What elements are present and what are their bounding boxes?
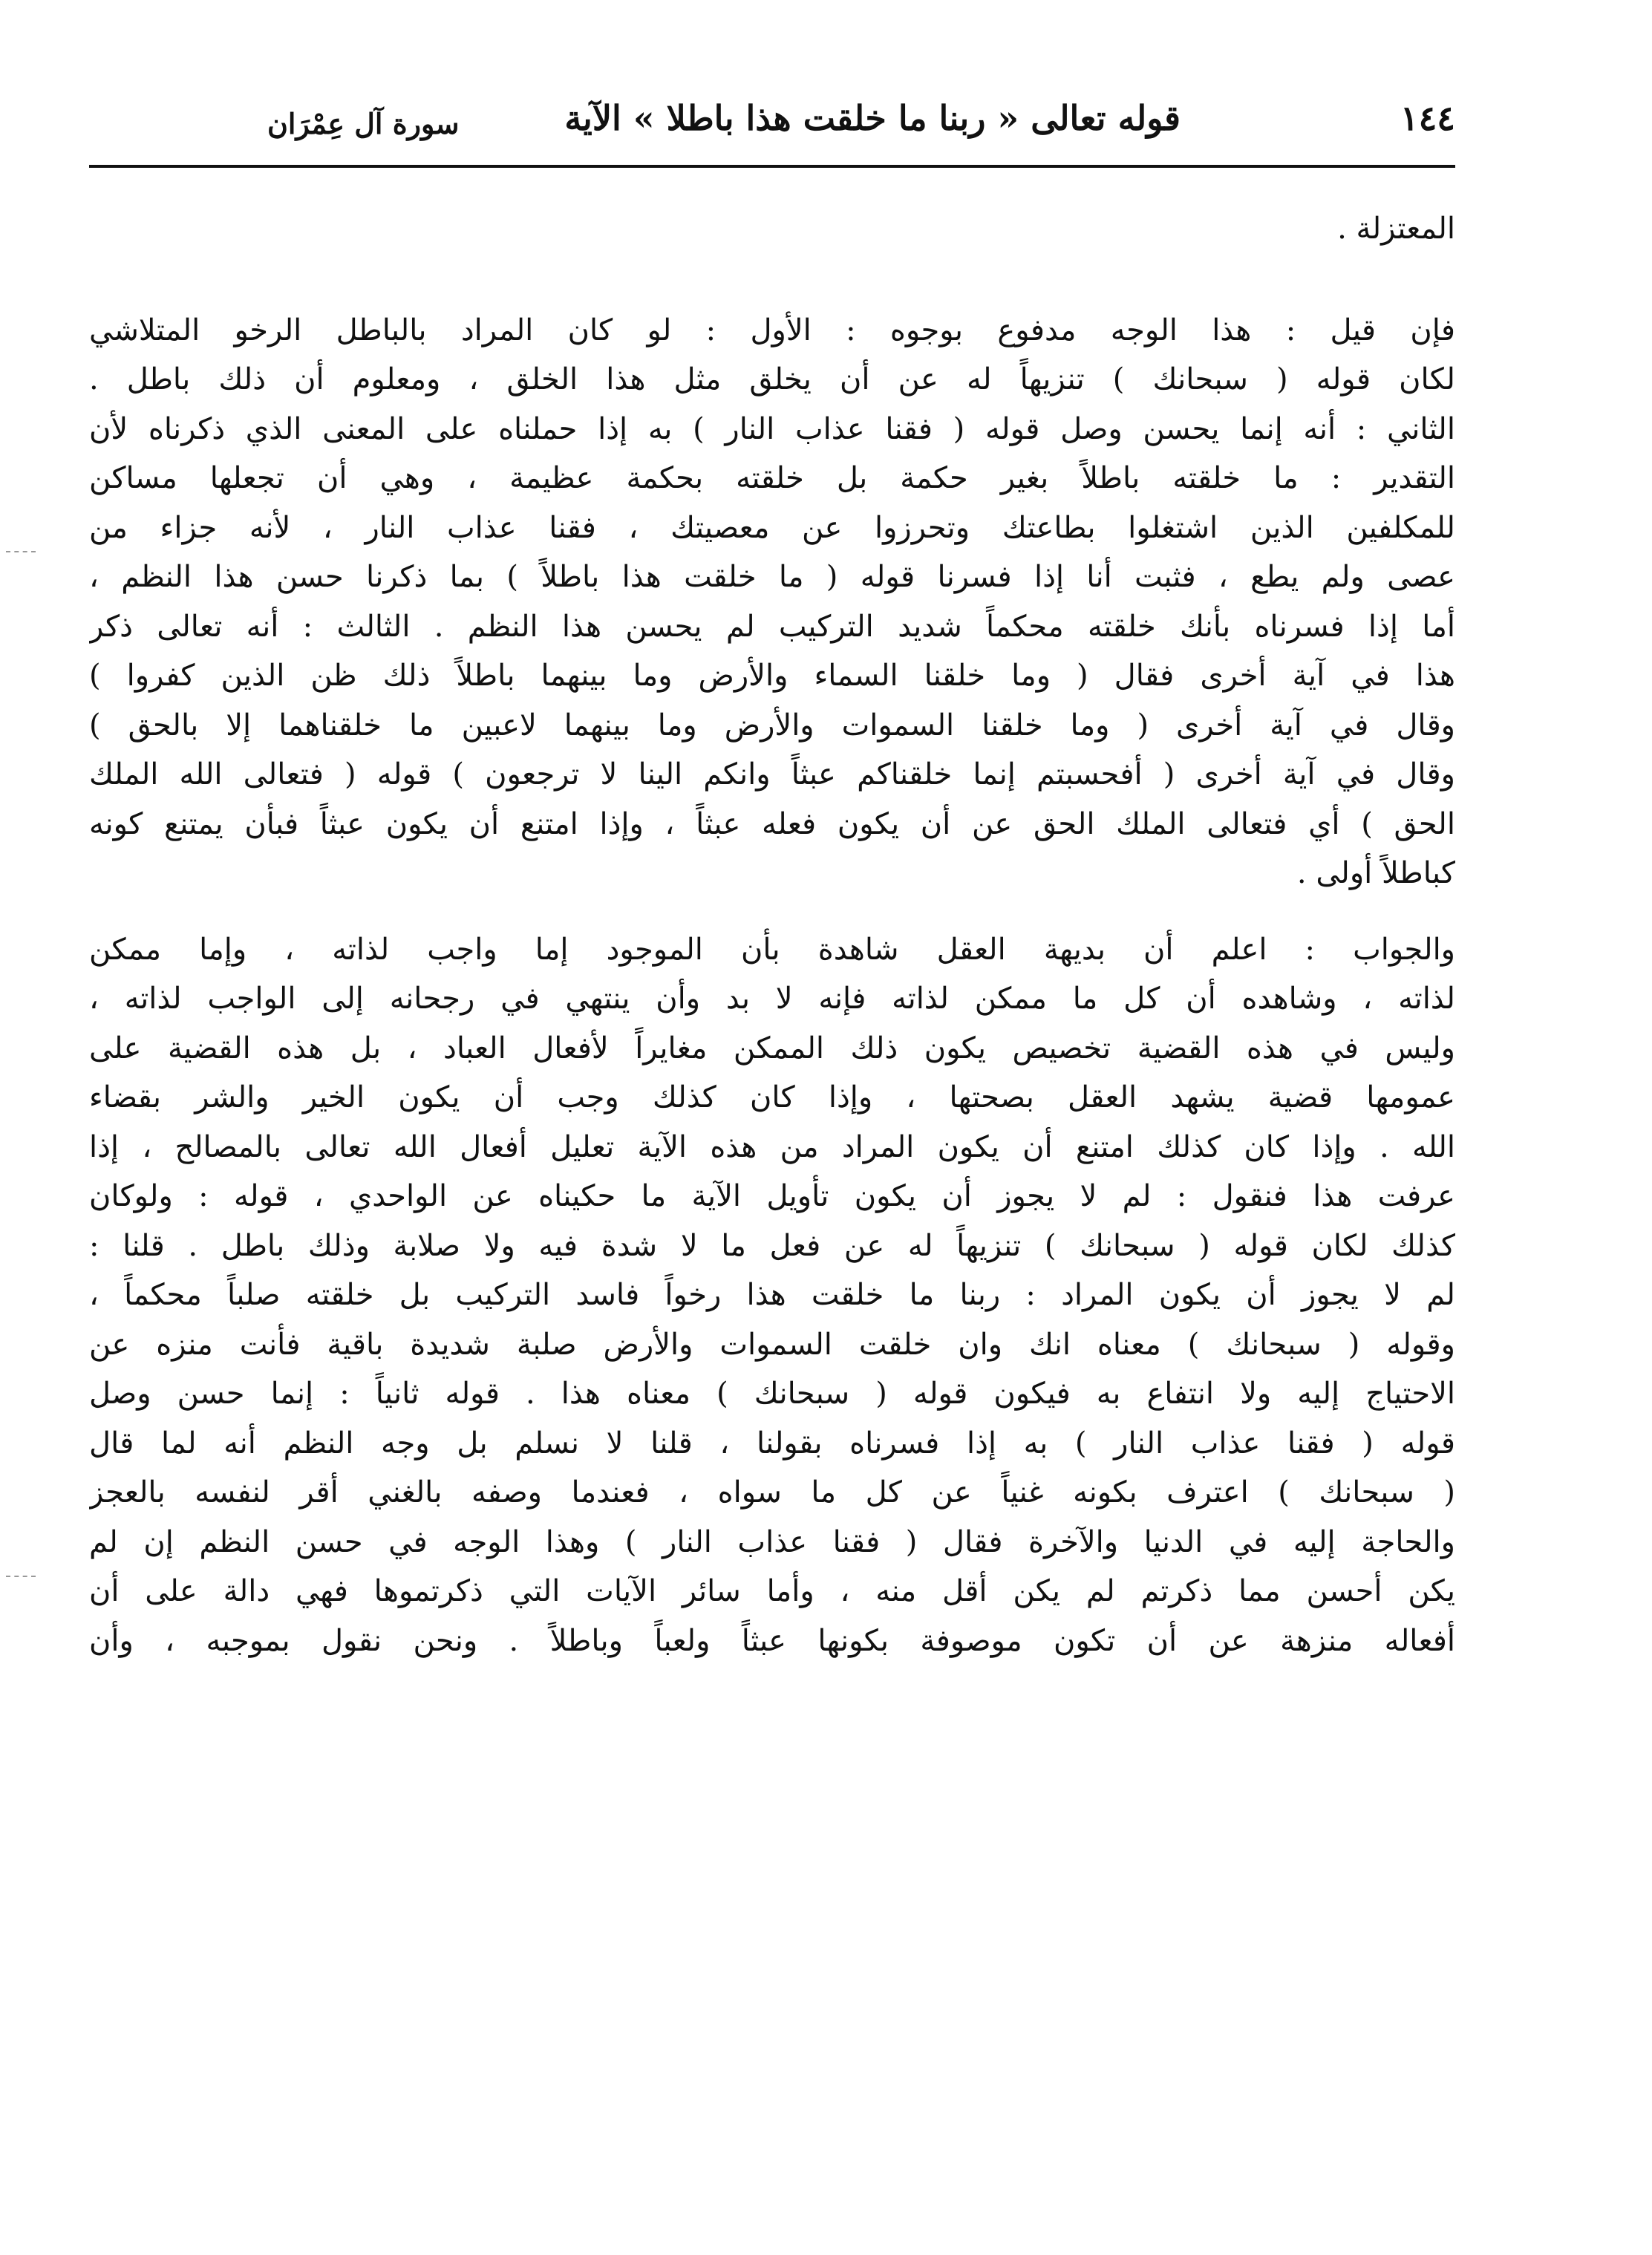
- paragraph-gap: [89, 254, 1455, 306]
- text-line: الاحتياج إليه ولا انتفاع به فيكون قوله ( سبحانك ) معناه هذا . قوله ثانياً : إنما حسن وصل: [89, 1377, 1455, 1411]
- paragraph: [89, 204, 1455, 254]
- body-text: [89, 204, 1455, 1665]
- text-line: عمومها قضية يشهد العقل بصحتها ، وإذا كان كذلك وجب أن يكون الخير والشر بقضاء: [89, 1080, 1455, 1115]
- text-line: ( سبحانك ) اعترف بكونه غنياً عن كل ما سواه ، فعندما وصفه بالغني أقر لنفسه بالعجز: [89, 1475, 1455, 1510]
- text-line: عرفت هذا فنقول : لم لا يجوز أن يكون تأويل الآية ما حكيناه عن الواحدي ، قوله : ولوكان: [89, 1179, 1455, 1213]
- margin-mark: [6, 1576, 36, 1577]
- paragraph: [89, 306, 1455, 898]
- text-line: هذا في آية أخرى فقال ( وما خلقنا السماء والأرض وما بينهما باطلاً ذلك ظن الذين كفروا ): [89, 659, 1455, 693]
- text-line: لذاته ، وشاهده أن كل ما ممكن لذاته فإنه لا بد وأن ينتهي في رجحانه إلى الواجب لذاته ،: [89, 982, 1455, 1016]
- text-line: والحاجة إليه في الدنيا والآخرة فقال ( فقنا عذاب النار ) وهذا الوجه في حسن النظم إن لم: [89, 1524, 1455, 1559]
- text-line: كباطلاً أولى .: [1296, 856, 1455, 890]
- paragraph-gap: [89, 898, 1455, 925]
- text-line: أفعاله منزهة عن أن تكون موصوفة بكونها عبثاً ولعباً وباطلاً . ونحن نقول بموجبه ، وأن: [89, 1623, 1455, 1658]
- text-line: الثاني : أنه إنما يحسن وصل قوله ( فقنا عذاب النار ) به إذا حملناه على المعنى الذي ذكرناه لأن: [89, 411, 1455, 446]
- text-line: لكان قوله ( سبحانك ) تنزيهاً له عن أن يخلق مثل هذا الخلق ، ومعلوم أن ذلك باطل .: [89, 362, 1455, 396]
- header-rule: [89, 165, 1455, 168]
- text-line: وليس في هذه القضية تخصيص يكون ذلك الممكن مغايراً لأفعال العباد ، بل هذه القضية على: [89, 1031, 1455, 1066]
- text-line: وقوله ( سبحانك ) معناه انك وان خلقت السموات والأرض صلبة شديدة باقية فأنت منزه عن: [89, 1327, 1455, 1362]
- text-line: التقدير : ما خلقته باطلاً بغير حكمة بل خلقته بحكمة عظيمة ، وهي أن تجعلها مساكن: [89, 461, 1455, 495]
- text-line: والجواب : اعلم أن بديهة العقل شاهدة بأن الموجود إما واجب لذاته ، وإما ممكن: [89, 932, 1455, 967]
- page-number: ١٤٤: [1400, 98, 1455, 138]
- paragraph: [89, 925, 1455, 1666]
- text-line: يكن أحسن مما ذكرتم لم يكن أقل منه ، وأما سائر الآيات التي ذكرتموها فهي دالة على أن: [89, 1574, 1455, 1608]
- text-line: كذلك لكان قوله ( سبحانك ) تنزيهاً له عن فعل ما لا شدة فيه ولا صلابة وذلك باطل . قلنا :: [89, 1228, 1455, 1263]
- running-title: قوله تعالى « ربنا ما خلقت هذا باطلا » الآية: [564, 98, 1181, 138]
- text-line: فإن قيل : هذا الوجه مدفوع بوجوه : الأول : لو كان المراد بالباطل الرخو المتلاشي: [89, 313, 1455, 347]
- text-line: وقال في آية أخرى ( وما خلقنا السموات والأرض وما بينهما لاعبين ما خلقناهما إلا بالحق ): [89, 708, 1455, 743]
- page-header: [89, 89, 1455, 163]
- text-line: لم لا يجوز أن يكون المراد : ربنا ما خلقت هذا رخواً فاسد التركيب بل خلقته صلباً محكماً ،: [89, 1278, 1455, 1312]
- text-line: قوله ( فقنا عذاب النار ) به إذا فسرناه بقولنا ، قلنا لا نسلم بل وجه النظم أنه لما قال: [89, 1426, 1455, 1461]
- text-line: عصى ولم يطع ، فثبت أنا إذا فسرنا قوله ( ما خلقت هذا باطلاً ) بما ذكرنا حسن هذا النظم ،: [89, 560, 1455, 594]
- text-line: الحق ) أي فتعالى الملك الحق عن أن يكون فعله عبثاً ، وإذا امتنع أن يكون عبثاً فبأن يمتنع كونه: [89, 806, 1455, 841]
- surah-name: سورة آل عِمْرَان: [267, 107, 460, 140]
- margin-mark: [6, 551, 36, 552]
- text-line: للمكلفين الذين اشتغلوا بطاعتك وتحرزوا عن معصيتك ، فقنا عذاب النار ، لأنه جزاء من: [89, 510, 1455, 545]
- text-line: الله . وإذا كان كذلك امتنع أن يكون المراد من هذه الآية تعليل أفعال الله تعالى بالمصالح ، إذا: [89, 1129, 1455, 1164]
- text-line: المعتزلة .: [1337, 212, 1455, 246]
- text-line: أما إذا فسرناه بأنك خلقته محكماً شديد التركيب لم يحسن هذا النظم . الثالث : أنه تعالى ذكر: [89, 609, 1455, 644]
- text-line: وقال في آية أخرى ( أفحسبتم إنما خلقناكم عبثاً وانكم الينا لا ترجعون ) قوله ( فتعالى الله الملك: [89, 757, 1455, 792]
